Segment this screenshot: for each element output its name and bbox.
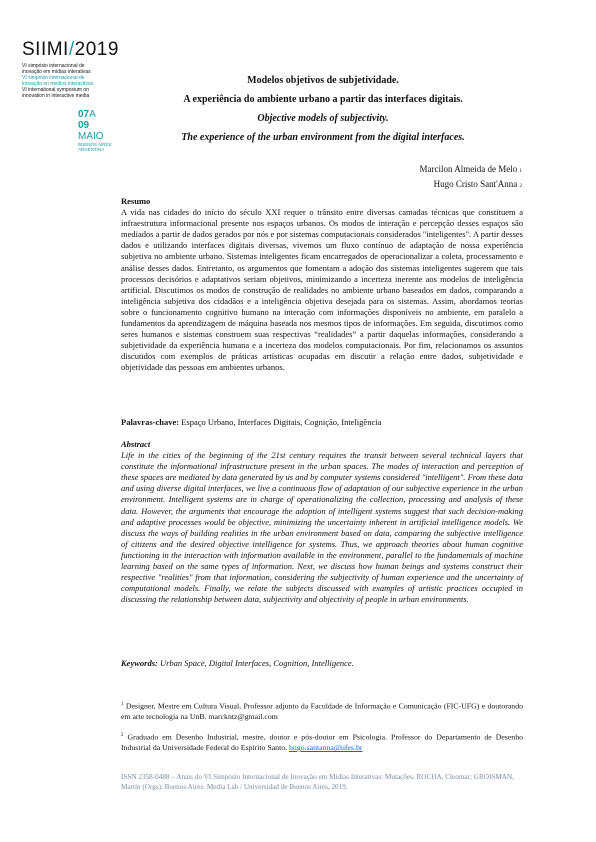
resumo-heading: Resumo bbox=[121, 196, 151, 206]
logo-sub-line: inovação en medios interactivos bbox=[22, 81, 94, 87]
logo-date-a: A bbox=[89, 109, 96, 120]
footnote-1-mark: 1 bbox=[121, 702, 124, 707]
keywords-label: Keywords: bbox=[121, 658, 158, 668]
logo-date-country: ARGENTINA bbox=[78, 147, 105, 152]
abstract-section bbox=[121, 439, 523, 605]
title-en-main: Objective models of subjectivity. bbox=[257, 113, 389, 124]
logo-subtitle bbox=[22, 63, 94, 99]
issn-citation: ISSN 2358-0488 – Anais do VI Simpósio Internacional de Inovação em Mídias Interativas: Mutações. ROCHA, Cleomar; GROISMAN, Martín (Orgs). Buenos Aires: Media Lab / Universidad de Buenos Aires, 2019. bbox=[121, 773, 514, 791]
logo-date-month: MAIO bbox=[78, 131, 104, 142]
keywords-text: Urban Space, Digital Interfaces, Cognition, Intelligence. bbox=[157, 658, 354, 668]
author-2: Hugo Cristo Sant'Anna 2 bbox=[433, 179, 522, 189]
resumo-section bbox=[121, 196, 523, 374]
logo-sub-line: VI simpósio internacional de bbox=[22, 75, 85, 81]
footnote-2 bbox=[121, 731, 523, 754]
footnote-1 bbox=[121, 700, 523, 723]
logo-sub-line: VI international symposium on bbox=[22, 87, 89, 93]
palavras-chave-label: Palavras-chave: bbox=[121, 417, 180, 427]
footnote-2-text: Graduado em Desenho Industrial, mestre, doutor e pós-doutor em Psicologia. Professor do Departamento de Desenho Industrial da Universidade Federal do Espírito Santo. bbox=[121, 732, 523, 753]
author-1-mark: 1 bbox=[519, 169, 522, 174]
logo-date bbox=[78, 109, 112, 152]
palavras-chave-text: Espaço Urbano, Interfaces Digitais, Cognição, Inteligência bbox=[179, 417, 382, 427]
logo-date-day-a: 07 bbox=[78, 109, 90, 120]
palavras-chave bbox=[121, 417, 523, 428]
resumo-text: A vida nas cidades do início do século XXI requer o trânsito entre diversas camadas técnicas que constituem a infraestrutura informacional presente nos espaços urbanos. Os modos de interação e percepção desses espaços são mediados a partir de dados gerados por nós e por sistemas computacionais considerados "inteligentes". A partir desses dados e utilizando interfaces digitais diversas, vivemos um fluxo contínuo de adaptação de nossa experiência subjetiva no ambiente urbano. Sistemas inteligentes ficam encarregados de operacionalizar a coleta, processamento e análise desses dados. Entretanto, os argumentos que fomentam a adoção dos sistemas inteligentes sugerem que tais processos decisórios e adaptativos seriam objetivos, minimizando a incerteza inerente aos modelos de inteligência artificial. Discutimos os modos de construção de realidades no ambiente urbano baseados em dados, comparando a inteligência subjetiva dos cidadãos e a inteligência objetiva desejada para os sistemas. Assim, abordamos teorias sobre o funcionamento cognitivo humano na interação com informações disponíveis no ambiente, em paralelo a fundamentos da aprendizagem de máquina baseada nos mesmos tipos de informações. Em seguida, discutimos como seres humanos e sistemas constroem suas respectivas “realidades” a partir daquelas informações, considerando a subjetividade da experiência humana e a incerteza dos modelos computacionais. Por fim, relacionamos os assuntos discutidos com exemplos de práticas artísticas ocupadas em discutir a relação entre dados, subjetividade e objetividade das pessoas em ambientes urbanos. bbox=[121, 207, 523, 373]
author-1: Marcilon Almeida de Melo 1 bbox=[419, 164, 522, 174]
abstract-heading: Abstract bbox=[121, 439, 151, 449]
logo-date-place: BUENOS AIRES bbox=[78, 142, 112, 147]
logo-sub-line: innovation in interactive media bbox=[22, 93, 90, 99]
logo-title-b: 2019 bbox=[74, 39, 119, 60]
footnote-1-text: Designer, Mestre em Cultura Visual, Professor adjunto da Faculdade de Informação e Comunicação (FIC-UFG) e doutorando em arte tecnologia na UnB. marckntz@gmail.com bbox=[121, 701, 523, 722]
title-pt-sub: A experiência do ambiente urbano a partir das interfaces digitais. bbox=[183, 94, 463, 105]
logo-sub-line: inovação em mídias interativas bbox=[22, 69, 91, 75]
abstract-text: Life in the cities of the beginning of the 21st century requires the transit between several technical layers that constitute the informational infrastructure present in the urban spaces. The modes of interaction and perception of these spaces are mediated by data generated by us and by computer systems considered "intelligent". From these data and using diverse digital interfaces, we live a continuous flow of adaptation of our subjective experience in the urban environment. Intelligent systems are in charge of operationalizing the collection, processing and analysis of these data. However, the arguments that encourage the adoption of intelligent systems suggest that such decision-making and adaptive processes would be objective, minimizing the uncertainty inherent in artificial intelligence models. We discuss the ways of building realities in the urban environment based on data, comparing the subjective intelligence of citizens and the desired objective intelligence for systems. Thus, we approach theories about human cognitive functioning in the interaction with information available in the environment, parallel to the fundamentals of machine learning based on the same types of information. Next, we discuss how human beings and systems construct their respective "realities" from that information, considering the subjectivity of human experience and the uncertainty of computational models. Finally, we relate the subjects discussed with examples of artistic practices occupied in discussing the relationship between data, subjectivity and objectivity of people in urban environments. bbox=[121, 450, 523, 605]
logo-date-day-b: 09 bbox=[78, 120, 90, 131]
logo-title-a: SIIMI bbox=[22, 39, 69, 60]
logo-title bbox=[22, 40, 152, 60]
footnote-2-mark: 2 bbox=[121, 733, 124, 738]
logo-sub-line: VI simpósio internacional de bbox=[22, 63, 85, 69]
paper-titles bbox=[150, 71, 496, 147]
keywords bbox=[121, 658, 523, 669]
email-link[interactable]: hugo.santanna@ufes.br bbox=[289, 743, 363, 753]
author-2-mark: 2 bbox=[519, 184, 522, 189]
title-pt-main: Modelos objetivos de subjetividade. bbox=[247, 75, 399, 86]
siimi-logo bbox=[22, 39, 152, 152]
title-en-sub: The experience of the urban environment from the digital interfaces. bbox=[181, 132, 465, 143]
authors bbox=[420, 163, 522, 193]
logo-title-slash: / bbox=[68, 39, 75, 60]
